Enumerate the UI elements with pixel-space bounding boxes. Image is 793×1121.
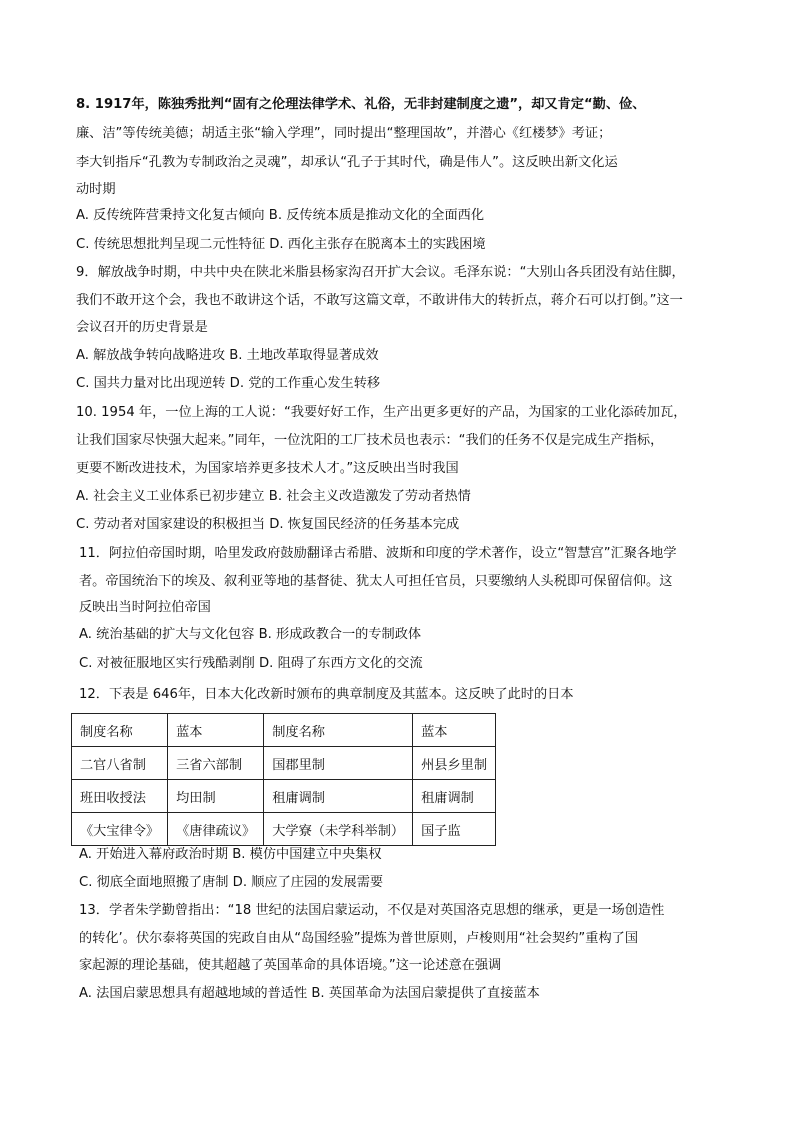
q8-stem-line-4: 动时期 [76,182,116,197]
q9-options-ab: A. 解放战争转向战略进攻 B. 土地改革取得显著成效 [76,348,379,363]
table-cell: 《大宝律令》 [72,813,168,846]
q10-options-ab: A. 社会主义工业体系已初步建立 B. 社会主义改造激发了劳动者热情 [76,489,471,504]
table-cell: 蓝本 [413,714,496,747]
table-cell: 均田制 [168,780,264,813]
q12-options-ab: A. 开始进入幕府政治时期 B. 模仿中国建立中央集权 [79,847,382,862]
q11-stem-line-3: 反映出当时阿拉伯帝国 [79,600,211,615]
q9-options-cd: C. 国共力量对比出现逆转 D. 党的工作重心发生转移 [76,376,381,391]
table-row [72,813,496,846]
q11-stem-line-1: 11．阿拉伯帝国时期，哈里发政府鼓励翻译古希腊、波斯和印度的学术著作，设立“智慧宫”汇聚各地学 [79,546,677,561]
table-cell: 租庸调制 [413,780,496,813]
table-cell: 二官八省制 [72,747,168,780]
table-row [72,714,496,747]
q13-stem-line-1: 13．学者朱学勤曾指出：“18 世纪的法国启蒙运动，不仅是对英国洛克思想的继承，更是一场创造性 [79,903,665,918]
q11-options-cd: C. 对被征服地区实行残酷剥削 D. 阻碍了东西方文化的交流 [79,656,423,671]
q8-stem-line-1: 8. 1917年，陈独秀批判“固有之伦理法律学术、礼俗，无非封建制度之遗”，却又肯定“勤、俭、 [76,97,646,112]
table-cell: 制度名称 [72,714,168,747]
q9-stem-line-1: 9．解放战争时期，中共中央在陕北米脂县杨家沟召开扩大会议。毛泽东说：“大别山各兵团没有站住脚， [76,265,685,280]
table-cell: 班田收授法 [72,780,168,813]
table-cell: 州县乡里制 [413,747,496,780]
table-cell: 三省六部制 [168,747,264,780]
table-cell: 制度名称 [264,714,413,747]
q8-options-ab: A. 反传统阵营秉持文化复古倾向 B. 反传统本质是推动文化的全面西化 [76,208,485,223]
q10-stem-line-2: 让我们国家尽快强大起来。”同年，一位沈阳的工厂技术员也表示：“我们的任务不仅是完成生产指标， [76,433,664,448]
table-cell: 大学寮（未学科举制） [264,813,413,846]
q11-options-ab: A. 统治基础的扩大与文化包容 B. 形成政教合一的专制政体 [79,627,422,642]
table-row [72,747,496,780]
q10-stem-line-3: 更要不断改进技术，为国家培养更多技术人才。”这反映出当时我国 [76,461,459,476]
table-cell: 租庸调制 [264,780,413,813]
institution-table [71,713,496,846]
table-cell: 《唐律疏议》 [168,813,264,846]
q8-stem-line-3: 李大钊指斥“孔教为专制政治之灵魂”，却承认“孔子于其时代，确是伟人”。这反映出新文化运 [76,155,618,170]
q13-options-ab: A. 法国启蒙思想具有超越地域的普适性 B. 英国革命为法国启蒙提供了直接蓝本 [79,986,540,1001]
q8-options-cd: C. 传统思想批判呈现二元性特征 D. 西化主张存在脱离本土的实践困境 [76,237,486,252]
table-cell: 国郡里制 [264,747,413,780]
q10-stem-line-1: 10. 1954 年，一位上海的工人说：“我要好好工作，生产出更多更好的产品，为国家的工业化添砖加瓦， [76,405,687,420]
q9-stem-line-2: 我们不敢开这个会，我也不敢讲这个话，不敢写这篇文章，不敢讲伟大的转折点，蒋介石可以打倒。”这一 [76,293,683,308]
q12-stem-line-1: 12．下表是 646年，日本大化改新时颁布的典章制度及其蓝本。这反映了此时的日本 [79,687,574,702]
table-cell: 国子监 [413,813,496,846]
table-row [72,780,496,813]
q13-stem-line-3: 家起源的理论基础，使其超越了英国革命的具体语境。”这一论述意在强调 [79,958,502,973]
q12-options-cd: C. 彻底全面地照搬了唐制 D. 顺应了庄园的发展需要 [79,875,384,890]
q10-options-cd: C. 劳动者对国家建设的积极担当 D. 恢复国民经济的任务基本完成 [76,517,460,532]
table-cell: 蓝本 [168,714,264,747]
q13-stem-line-2: 的转化’。伏尔泰将英国的宪政自由从“岛国经验”提炼为普世原则，卢梭则用“社会契约”重构了国 [79,931,639,946]
q11-stem-line-2: 者。帝国统治下的埃及、叙利亚等地的基督徒、犹太人可担任官员，只要缴纳人头税即可保留信仰。这 [79,574,673,589]
q8-stem-line-2: 廉、洁”等传统美德；胡适主张“输入学理”，同时提出“整理国故”，并潜心《红楼梦》考证； [76,126,612,141]
q9-stem-line-3: 会议召开的历史背景是 [76,320,208,335]
